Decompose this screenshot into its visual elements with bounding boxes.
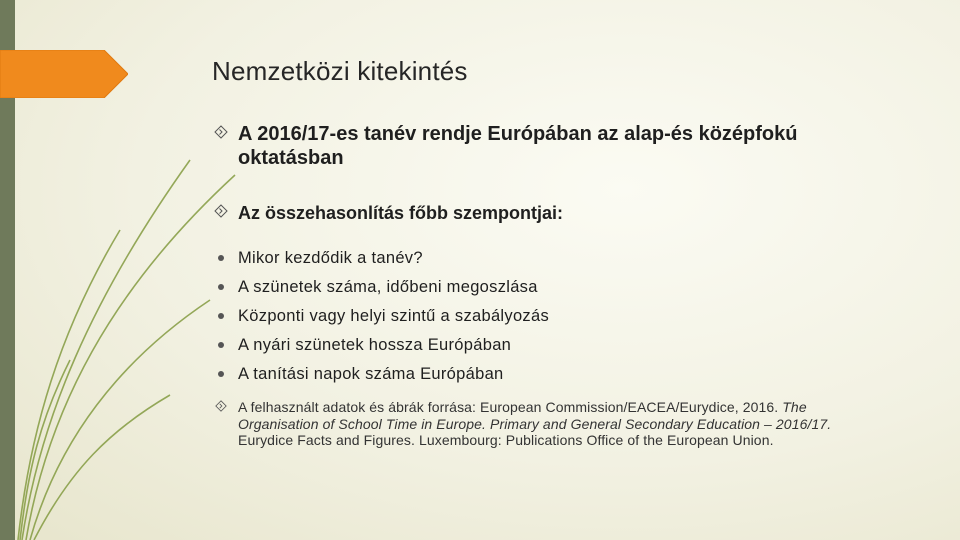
sub-bullet-text: A szünetek száma, időbeni megoszlása (238, 278, 538, 296)
source-prefix: A felhasznált adatok és ábrák forrása: European Commission/EACEA/Eurydice, 2016. (238, 399, 783, 415)
diamond-arrow-icon (212, 204, 230, 218)
title-accent-arrow (0, 50, 128, 98)
dot-icon (212, 284, 230, 290)
sub-bullet-4 (212, 335, 511, 355)
main-bullet-text: A 2016/17-es tanév rendje Európában az alap-és középfokú oktatásban (238, 123, 798, 169)
sub-bullet-text: Központi vagy helyi szintű a szabályozás (238, 307, 549, 325)
diamond-arrow-icon (212, 125, 230, 139)
dot-icon (212, 342, 230, 348)
sub-bullet-5 (212, 364, 504, 384)
sub-bullet-text: A nyári szünetek hossza Európában (238, 336, 512, 354)
source-text (238, 399, 868, 449)
sub-bullet-1 (212, 248, 423, 268)
dot-icon (212, 371, 230, 377)
dot-icon (212, 255, 230, 261)
source-note (212, 399, 868, 449)
source-suffix: Eurydice Facts and Figures. Luxembourg: Publications Office of the European Union. (238, 432, 774, 448)
sub-bullet-text: A tanítási napok száma Európában (238, 365, 504, 383)
source-title: The Organisation of School Time in Europe. Primary and General Secondary Education – 2016/17. (238, 399, 832, 432)
sub-bullet-2 (212, 277, 538, 297)
dot-icon (212, 313, 230, 319)
sub-bullet-text: Mikor kezdődik a tanév? (238, 249, 423, 267)
main-bullet-2 (212, 201, 563, 225)
diamond-arrow-icon (212, 400, 230, 412)
main-bullet-text: Az összehasonlítás főbb szempontjai: (238, 203, 564, 223)
main-bullet-1 (212, 122, 798, 170)
sub-bullet-3 (212, 306, 549, 326)
slide-title: Nemzetközi kitekintés (212, 56, 468, 86)
